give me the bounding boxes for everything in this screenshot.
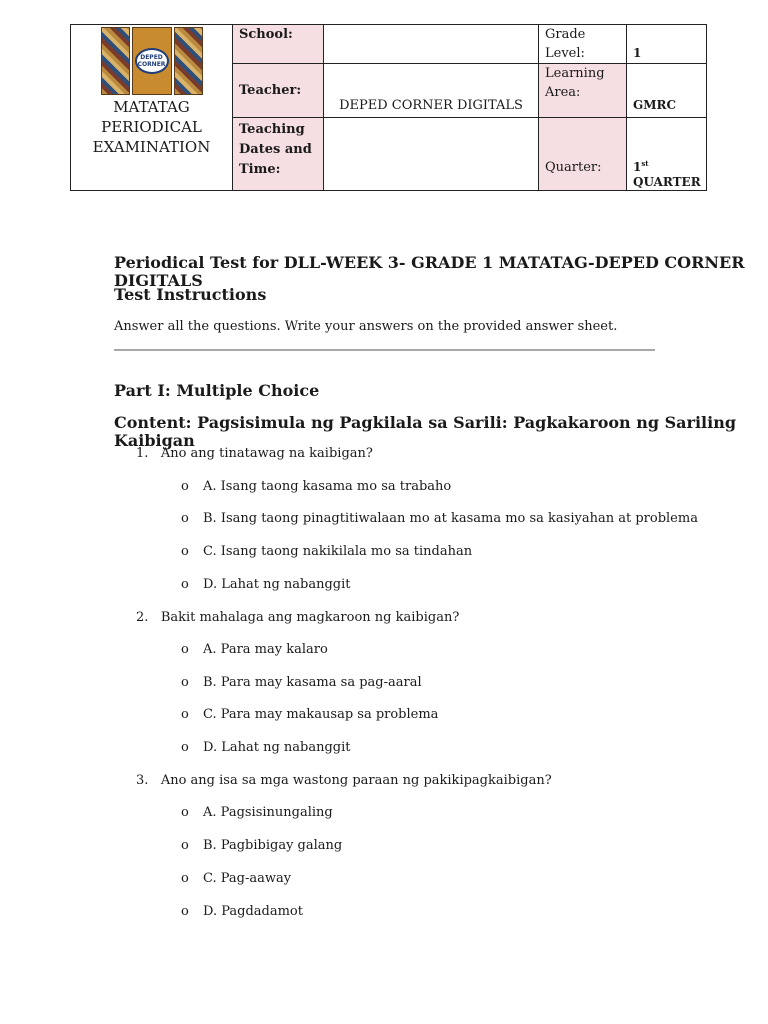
section-divider xyxy=(114,349,655,351)
learning-area-value: GMRC xyxy=(627,64,707,118)
grade-level-value: 1 xyxy=(627,25,707,64)
question-2: 2. Bakit mahalaga ang magkaroon ng kaibigan? xyxy=(136,610,460,625)
option-1b: o B. Isang taong pinagtitiwalaan mo at kasama mo sa kasiyahan at problema xyxy=(181,511,698,526)
school-value xyxy=(324,25,539,64)
option-1a: o A. Isang taong kasama mo sa trabaho xyxy=(181,479,452,494)
instructions-text: Answer all the questions. Write your answers on the provided answer sheet. xyxy=(114,319,618,334)
exam-title-cell xyxy=(71,25,233,191)
teacher-value: DEPED CORNER DIGITALS xyxy=(324,64,539,118)
question-3: 3. Ano ang isa sa mga wastong paraan ng pakikipagkaibigan? xyxy=(136,773,552,788)
teaching-dates-label: Teaching Dates and Time: xyxy=(233,118,324,191)
option-3c: o C. Pag-aaway xyxy=(181,871,292,886)
instructions-heading: Test Instructions xyxy=(114,285,267,304)
grade-level-label: Grade Level: xyxy=(539,25,627,64)
teacher-label: Teacher: xyxy=(233,64,324,118)
option-2c: o C. Para may makausap sa problema xyxy=(181,707,439,722)
header-table xyxy=(70,24,707,191)
quarter-value: 1st QUARTER xyxy=(627,118,707,191)
option-3a: o A. Pagsisinungaling xyxy=(181,805,333,820)
option-2d: o D. Lahat ng nabanggit xyxy=(181,740,351,755)
option-2b: o B. Para may kasama sa pag-aaral xyxy=(181,675,422,690)
teaching-dates-value xyxy=(324,118,539,191)
option-2a: o A. Para may kalaro xyxy=(181,642,328,657)
deped-corner-logo: DEPED CORNER xyxy=(86,27,218,95)
option-1d: o D. Lahat ng nabanggit xyxy=(181,577,351,592)
question-1: 1. Ano ang tinatawag na kaibigan? xyxy=(136,446,373,461)
quarter-label: Quarter: xyxy=(539,118,627,191)
option-3b: o B. Pagbibigay galang xyxy=(181,838,343,853)
part-heading: Part I: Multiple Choice xyxy=(114,381,320,400)
school-label: School: xyxy=(233,25,324,64)
option-3d: o D. Pagdadamot xyxy=(181,904,303,919)
option-1c: o C. Isang taong nakikilala mo sa tindahan xyxy=(181,544,473,559)
exam-title: MATATAG PERIODICAL EXAMINATION xyxy=(92,98,211,156)
test-title: Periodical Test for DLL-WEEK 3- GRADE 1 MATATAG-DEPED CORNER DIGITALS xyxy=(114,253,745,290)
learning-area-label: Learning Area: xyxy=(539,64,627,118)
content-heading: Content: Pagsisimula ng Pagkilala sa Sarili: Pagkakaroon ng Sariling Kaibigan xyxy=(114,413,737,450)
